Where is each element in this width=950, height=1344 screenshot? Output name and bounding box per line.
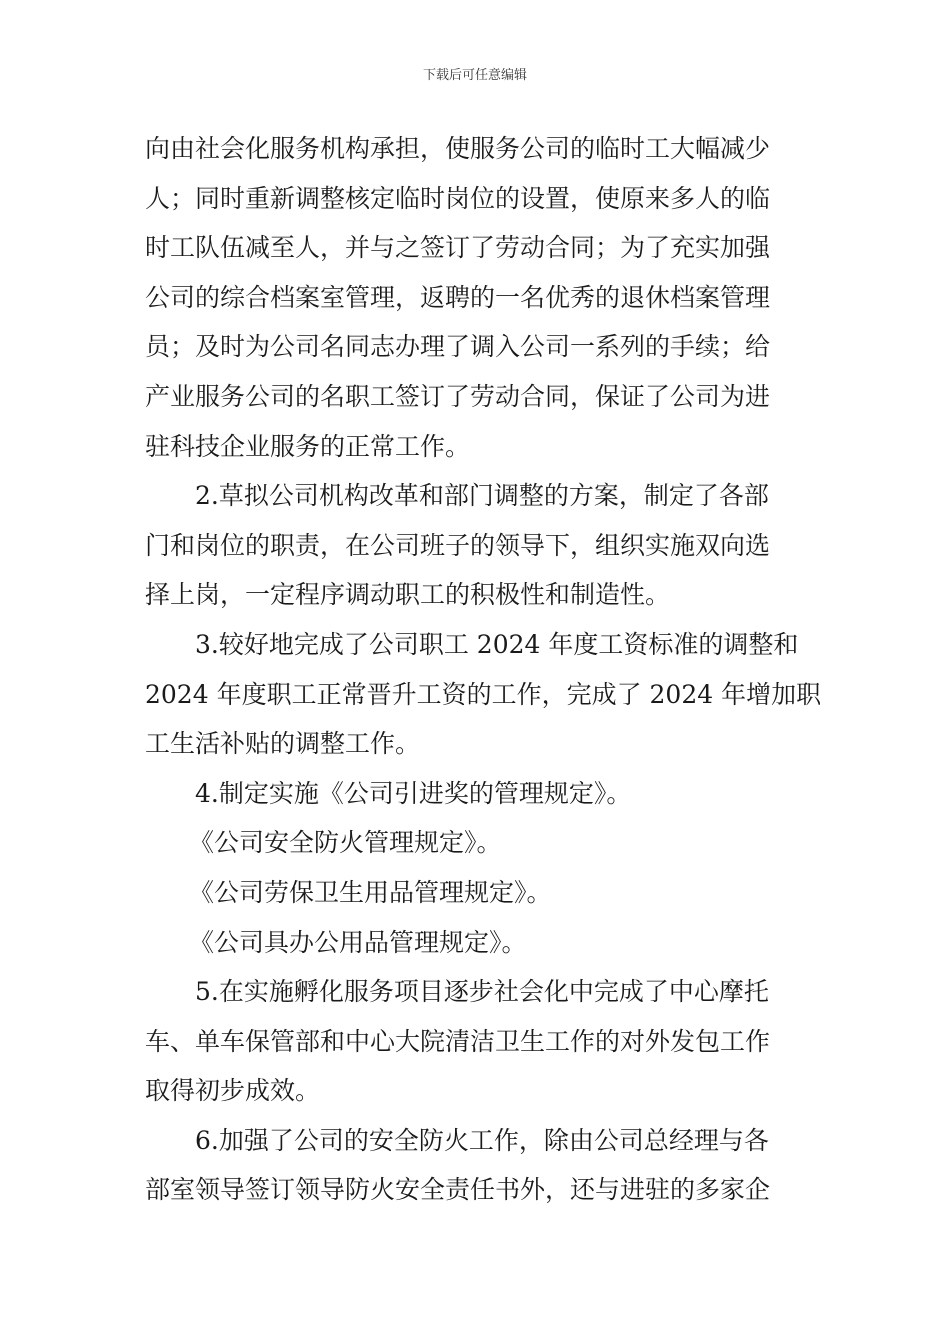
text-line: 时工队伍减至人，并与之签订了劳动合同；为了充实加强 bbox=[145, 233, 771, 263]
regulation-title bbox=[145, 868, 807, 918]
regulation-title bbox=[145, 918, 807, 968]
paragraph-item-4 bbox=[145, 769, 807, 819]
text-line: 2024 年度职工正常晋升工资的工作，完成了 2024 年增加职 bbox=[145, 679, 822, 709]
paragraph-item-6 bbox=[145, 1116, 807, 1215]
text-line: 《公司劳保卫生用品管理规定》。 bbox=[189, 877, 552, 907]
text-line: 《公司具办公用品管理规定》。 bbox=[189, 927, 527, 957]
text-line: 人；同时重新调整核定临时岗位的设置，使原来多人的临 bbox=[145, 183, 771, 213]
text-line: 《公司安全防火管理规定》。 bbox=[189, 828, 502, 858]
text-line: 6.加强了公司的安全防火工作，除由公司总经理与各 bbox=[195, 1125, 769, 1155]
text-line: 5.在实施孵化服务项目逐步社会化中完成了中心摩托 bbox=[195, 977, 769, 1007]
paragraph-item-3 bbox=[145, 620, 822, 769]
paragraph-item-5 bbox=[145, 967, 807, 1116]
text-line: 取得初步成效。 bbox=[145, 1076, 321, 1106]
text-line: 2.草拟公司机构改革和部门调整的方案，制定了各部 bbox=[195, 481, 769, 511]
paragraph-1 bbox=[145, 124, 807, 471]
text-line: 向由社会化服务机构承担，使服务公司的临时工大幅减少 bbox=[145, 134, 771, 163]
page-header: 下载后可任意编辑 bbox=[422, 68, 527, 83]
text-line: 工生活补贴的调整工作。 bbox=[145, 729, 421, 759]
text-line: 产业服务公司的名职工签订了劳动合同，保证了公司为进 bbox=[145, 381, 771, 411]
regulation-title bbox=[145, 818, 807, 868]
text-line: 3.较好地完成了公司职工 2024 年度工资标准的调整和 bbox=[195, 629, 799, 659]
text-line: 驻科技企业服务的正常工作。 bbox=[145, 431, 471, 461]
text-line: 门和岗位的职责，在公司班子的领导下，组织实施双向选 bbox=[145, 530, 771, 560]
document-body bbox=[145, 124, 822, 1215]
text-line: 车、单车保管部和中心大院清洁卫生工作的对外发包工作 bbox=[145, 1026, 771, 1056]
text-line: 公司的综合档案室管理，返聘的一名优秀的退休档案管理 bbox=[145, 282, 771, 312]
paragraph-item-2 bbox=[145, 471, 807, 620]
text-line: 部室领导签订领导防火安全责任书外，还与进驻的多家企 bbox=[145, 1175, 771, 1205]
text-line: 4.制定实施《公司引进奖的管理规定》。 bbox=[195, 778, 632, 808]
text-line: 择上岗，一定程序调动职工的积极性和制造性。 bbox=[145, 580, 671, 610]
text-line: 员；及时为公司名同志办理了调入公司一系列的手续；给 bbox=[145, 332, 771, 362]
